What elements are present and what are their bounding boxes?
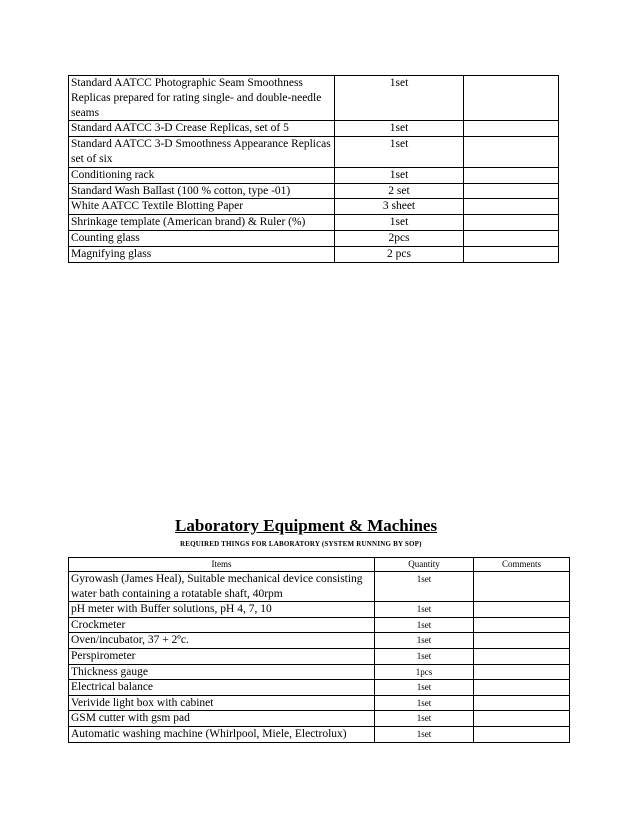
comment-cell [464,246,559,262]
comment-cell [474,695,570,711]
item-cell: Standard AATCC 3-D Smoothness Appearance Replicas set of six [69,137,335,168]
item-cell: Thickness gauge [69,664,375,680]
table-row [69,711,570,727]
quantity-cell: 3 sheet [335,199,464,215]
item-cell: White AATCC Textile Blotting Paper [69,199,335,215]
item-cell: Shrinkage template (American brand) & Ruler (%) [69,215,335,231]
quantity-cell: 1set [335,167,464,183]
item-cell: Standard AATCC 3-D Crease Replicas, set of 5 [69,121,335,137]
table-row [69,602,570,618]
table-row [69,648,570,664]
quantity-cell: 2 pcs [335,246,464,262]
lab-equipment-table [68,557,570,743]
quantity-cell: 1set [375,602,474,618]
item-cell: pH meter with Buffer solutions, pH 4, 7, 10 [69,602,375,618]
item-cell: Standard AATCC Photographic Seam Smoothness Replicas prepared for rating single- and double-needle seams [69,76,335,121]
comment-cell [474,664,570,680]
comment-cell [474,602,570,618]
table-row [69,246,559,262]
table-row [69,572,570,602]
comment-cell [474,711,570,727]
item-cell: Crockmeter [69,617,375,633]
item-cell: Standard Wash Ballast (100 % cotton, type -01) [69,183,335,199]
comment-cell [464,183,559,199]
comment-cell [474,617,570,633]
comment-cell [464,230,559,246]
header-comments: Comments [474,558,570,572]
comment-cell [474,680,570,696]
quantity-cell: 1pcs [375,664,474,680]
table-row [69,183,559,199]
comment-cell [464,199,559,215]
quantity-cell: 1set [375,711,474,727]
table-row [69,680,570,696]
item-cell: Verivide light box with cabinet [69,695,375,711]
table-row [69,137,559,168]
table-header-row [69,558,570,572]
table-row [69,230,559,246]
table-row [69,695,570,711]
item-cell: Perspirometer [69,648,375,664]
quantity-cell: 2pcs [335,230,464,246]
item-cell: Gyrowash (James Heal), Suitable mechanical device consisting water bath containing a rotatable shaft, 40rpm [69,572,375,602]
item-cell: Electrical balance [69,680,375,696]
item-cell: Oven/incubator, 37 + 2ºc. [69,633,375,649]
section-subtitle: REQUIRED THINGS FOR LABORATORY (SYSTEM RUNNING BY SOP) [180,540,422,548]
comment-cell [474,572,570,602]
table-row [69,617,570,633]
quantity-cell: 1set [375,726,474,742]
quantity-cell: 1set [335,121,464,137]
quantity-cell: 1set [375,648,474,664]
quantity-cell: 1set [375,572,474,602]
table-row [69,215,559,231]
quantity-cell: 1set [335,137,464,168]
item-cell: Counting glass [69,230,335,246]
table-row [69,633,570,649]
comment-cell [464,121,559,137]
table-row [69,76,559,121]
header-items: Items [69,558,375,572]
quantity-cell: 1set [375,617,474,633]
section-title: Laboratory Equipment & Machines [175,516,438,535]
item-cell: GSM cutter with gsm pad [69,711,375,727]
table-row [69,121,559,137]
table-row [69,664,570,680]
quantity-cell: 1set [375,633,474,649]
quantity-cell: 2 set [335,183,464,199]
comment-cell [474,648,570,664]
table-row [69,167,559,183]
item-cell: Magnifying glass [69,246,335,262]
item-cell: Automatic washing machine (Whirlpool, Miele, Electrolux) [69,726,375,742]
comment-cell [464,215,559,231]
header-quantity: Quantity [375,558,474,572]
aatcc-supplies-table [68,75,559,263]
comment-cell [474,633,570,649]
quantity-cell: 1set [375,680,474,696]
quantity-cell: 1set [335,76,464,121]
quantity-cell: 1set [375,695,474,711]
comment-cell [464,76,559,121]
item-cell: Conditioning rack [69,167,335,183]
table-row [69,726,570,742]
comment-cell [464,167,559,183]
quantity-cell: 1set [335,215,464,231]
comment-cell [464,137,559,168]
table-row [69,199,559,215]
comment-cell [474,726,570,742]
